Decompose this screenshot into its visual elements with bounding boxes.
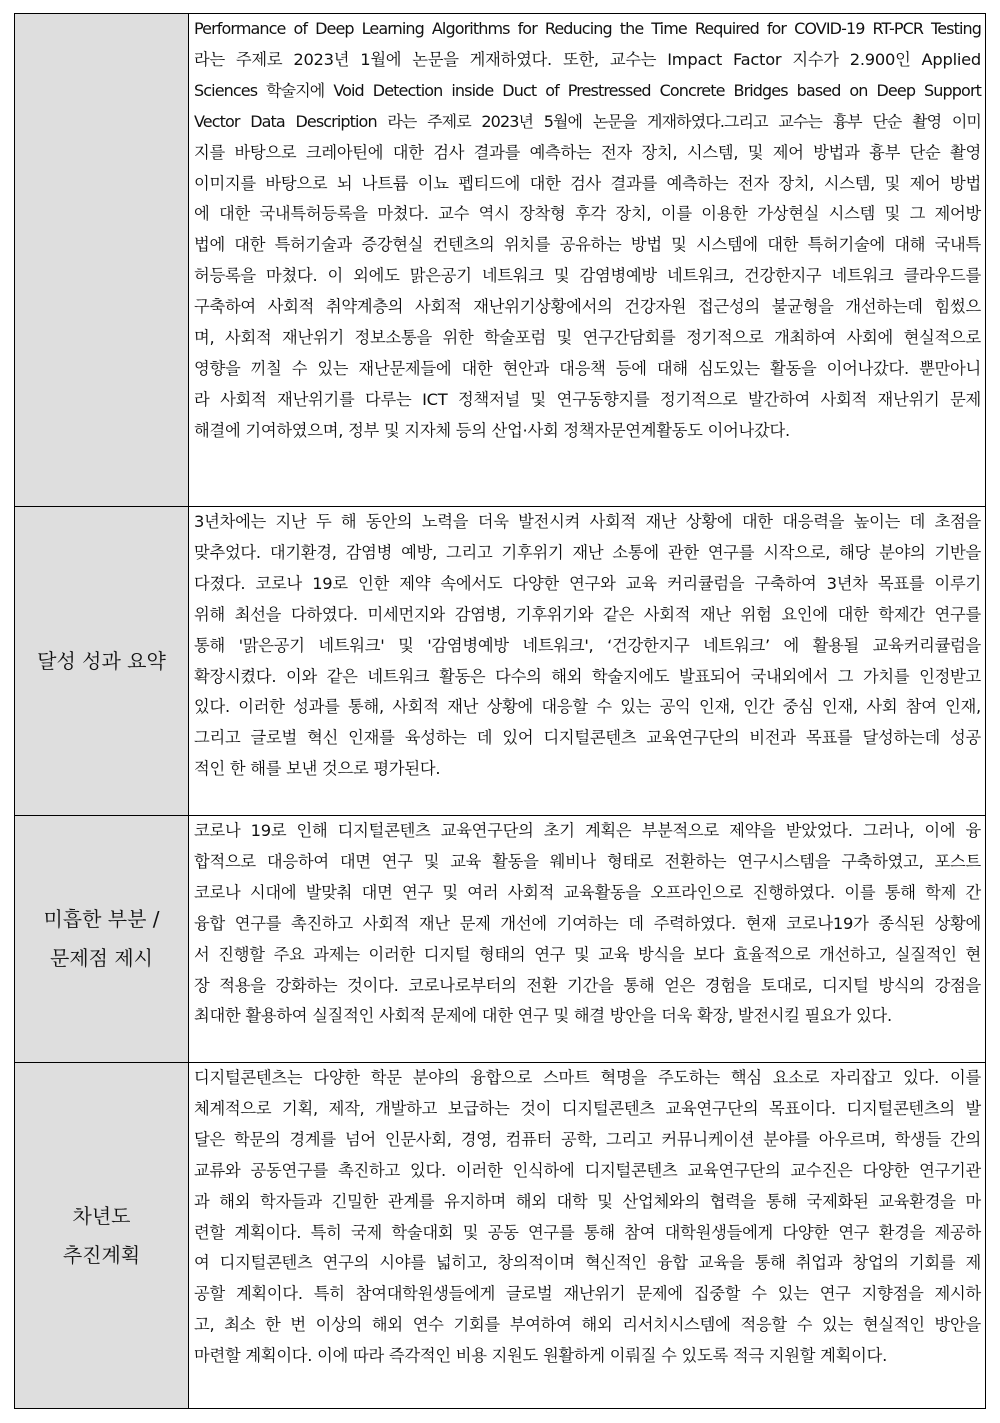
text-line: 그리고 글로벌 혁신 인재를 육성하는 데 있어 디지털콘텐츠 교육연구단의 비전과 목표를 달성하는데 성공 (194, 728, 981, 748)
label-line: 달성 성과 요약 (37, 648, 166, 673)
text-line: 교류와 공동연구를 촉진하고 있다. 이러한 인식하에 디지털콘텐츠 교육연구단의 교수진은 다양한 연구기관 (194, 1160, 981, 1180)
row-label-empty (15, 14, 189, 507)
row-body-shortcomings (189, 816, 986, 1063)
text-line: 적인 한 해를 보낸 것으로 평가된다. (194, 759, 441, 779)
table-row (15, 14, 986, 507)
text-line: 이미지를 바탕으로 뇌 나트륨 이뇨 펩티드에 대한 검사 결과를 예측하는 전자 장치, 시스템, 및 제어 방법 (194, 173, 981, 193)
text-line: 해결에 기여하였으며, 정부 및 지자체 등의 산업·사회 정책자문연계활동도 이어나갔다. (194, 420, 790, 440)
text-line: 3년차에는 지난 두 해 동안의 노력을 더욱 발전시켜 사회적 재난 상황에 대한 대응력을 높이는 데 초점을 (194, 512, 981, 531)
text-line: 여 디지털콘텐츠 연구의 시야를 넓히고, 창의적이며 혁신적인 융합 교육을 통해 취업과 창업의 기회를 제 (194, 1253, 981, 1273)
text-line: 라 사회적 재난위기를 다루는 ICT 정책저널 및 연구동향지를 정기적으로 발간하여 사회적 재난위기 문제 (194, 389, 981, 409)
text-line: 합적으로 대응하여 대면 연구 및 교육 활동을 웨비나 형태로 전환하는 연구시스템을 구축하였고, 포스트 (194, 851, 981, 871)
row-label-next-year-plan (15, 1063, 189, 1409)
text-line: 코로나 시대에 발맞춰 대면 연구 및 여러 사회적 교육활동을 오프라인으로 진행하였다. 이를 통해 학제 간 (194, 882, 981, 902)
text-line: 맞추었다. 대기환경, 감염병 예방, 그리고 기후위기 재난 소통에 관한 연구를 시작으로, 해당 분야의 기반을 (194, 542, 981, 562)
text-line: 구축하여 사회적 취약계층의 사회적 재난위기상황에서의 건강자원 접근성의 불균형을 개선하는데 힘썼으 (194, 297, 981, 317)
text-line: 다졌다. 코로나 19로 인한 제약 속에서도 다양한 연구와 교육 커리큘럼을 구축하여 3년차 목표를 이루기 (194, 573, 981, 593)
text-line: 달은 학문의 경계를 넘어 인문사회, 경영, 컴퓨터 공학, 그리고 커뮤니케이션 분야를 아우르며, 학생들 간의 (194, 1129, 981, 1149)
text-line: 영향을 끼칠 수 있는 재난문제들에 대한 현안과 대응책 등에 대해 심도있는 활동을 이어나갔다. 뿐만아니 (194, 358, 981, 378)
text-line: 체계적으로 기획, 제작, 개발하고 보급하는 것이 디지털콘텐츠 교육연구단의 목표이다. 디지털콘텐츠의 발 (194, 1098, 981, 1118)
text-line: 며, 사회적 재난위기 정보소통을 위한 학술포럼 및 연구간담회를 정기적으로 개최하여 사회에 현실적으로 (194, 328, 981, 348)
text-line: 공할 계획이다. 특히 참여대학원생들에게 글로벌 재난위기 문제에 집중할 수 있는 연구 지향점을 제시하 (194, 1284, 981, 1304)
table-row (15, 507, 986, 816)
text-line: 장 적용을 강화하는 것이다. 코로나로부터의 전환 기간을 통해 얻은 경험을 토대로, 디지털 방식의 강점을 (194, 975, 981, 995)
row-body-publications (189, 14, 986, 507)
text-line: 있다. 이러한 성과를 통해, 사회적 재난 상황에 대응할 수 있는 공익 인재, 인간 중심 인재, 사회 참여 인재, (194, 697, 981, 717)
text-line: 코로나 19로 인해 디지털콘텐츠 교육연구단의 초기 계획은 부분적으로 제약을 받았었다. 그러나, 이에 융 (194, 821, 981, 840)
text-line: 위해 최선을 다하였다. 미세먼지와 감염병, 기후위기와 같은 사회적 재난 위험 요인에 대한 학제간 연구를 (194, 604, 981, 624)
row-body-next-year-plan (189, 1063, 986, 1409)
text-line: 법에 대한 특허기술과 증강현실 컨텐츠의 위치를 공유하는 방법 및 시스템에 대한 특허기술에 대해 국내특 (194, 235, 981, 255)
text-line: 허등록을 마쳤다. 이 외에도 맑은공기 네트워크 및 감염병예방 네트워크, 건강한지구 네트워크 클라우드를 (194, 266, 981, 286)
text-line: 라는 주제로 2023년 1월에 논문을 게재하였다. 또한, 교수는 Impact Factor 지수가 2.900인 Applied (194, 49, 981, 69)
text-line: 에 대한 국내특허등록을 마쳤다. 교수 역시 장착형 후각 장치, 이를 이용한 가상현실 시스템 및 그 제어방 (194, 204, 981, 224)
text-line: 융합 연구를 촉진하고 사회적 재난 문제 개선에 기여하는 데 주력하였다. 현재 코로나19가 종식된 상황에 (194, 913, 981, 933)
label-line: 미흡한 부분 / (43, 907, 160, 931)
text-line: Performance of Deep Learning Algorithms for Reducing the Time Required for COVID-19 RT-PCR Testing (194, 19, 981, 38)
label-line: 차년도 (72, 1203, 131, 1228)
text-line: 지를 바탕으로 크레아틴에 대한 검사 결과를 예측하는 전자 장치, 시스템, 및 제어 방법과 흉부 단순 촬영 (194, 142, 981, 162)
text-line: 통해 '맑은공기 네트워크' 및 '감염병예방 네트워크', ‘건강한지구 네트워크’ 에 활용될 교육커리큘럼을 (194, 635, 981, 655)
text-line: 고, 최소 한 번 이상의 해외 연수 기회를 부여하여 해외 리서치시스템에 적응할 수 있는 현실적인 방안을 (194, 1315, 981, 1335)
row-body-achievement-summary (189, 507, 986, 816)
text-line: 최대한 활용하여 실질적인 사회적 문제에 대한 연구 및 해결 방안을 더욱 확장, 발전시킬 필요가 있다. (194, 1006, 892, 1026)
text-line: 마련할 계획이다. 이에 따라 즉각적인 비용 지원도 원활하게 이뤄질 수 있도록 적극 지원할 계획이다. (194, 1346, 887, 1366)
text-line: Vector Data Description 라는 주제로 2023년 5월에 논문을 게재하였다.그리고 교수는 흉부 단순 촬영 이미 (194, 111, 981, 131)
row-label-achievement-summary (15, 507, 189, 816)
row-label-shortcomings (15, 816, 189, 1063)
text-line: Sciences 학술지에 Void Detection inside Duct of Prestressed Concrete Bridges based on Deep Support (194, 80, 981, 100)
text-line: 련할 계획이다. 특히 국제 학술대회 및 공동 연구를 통해 참여 대학원생들에게 다양한 연구 환경을 제공하 (194, 1222, 981, 1242)
text-line: 과 해외 학자들과 긴밀한 관계를 유지하며 해외 대학 및 산업체와의 협력을 통해 국제화된 교육환경을 마 (194, 1191, 981, 1211)
text-line: 디지털콘텐츠는 다양한 학문 분야의 융합으로 스마트 혁명을 주도하는 핵심 요소로 자리잡고 있다. 이를 (194, 1068, 981, 1087)
label-line: 추진계획 (62, 1242, 141, 1267)
table-row (15, 816, 986, 1063)
report-table (14, 13, 986, 1409)
text-line: 서 진행할 주요 과제는 이러한 디지털 형태의 연구 및 교육 방식을 보다 효율적으로 개선하고, 실질적인 현 (194, 944, 981, 964)
text-line: 확장시켰다. 이와 같은 네트워크 활동은 다수의 해외 학술지에도 발표되어 국내외에서 그 가치를 인정받고 (194, 666, 981, 686)
table-row (15, 1063, 986, 1409)
label-line: 문제점 제시 (50, 946, 153, 970)
